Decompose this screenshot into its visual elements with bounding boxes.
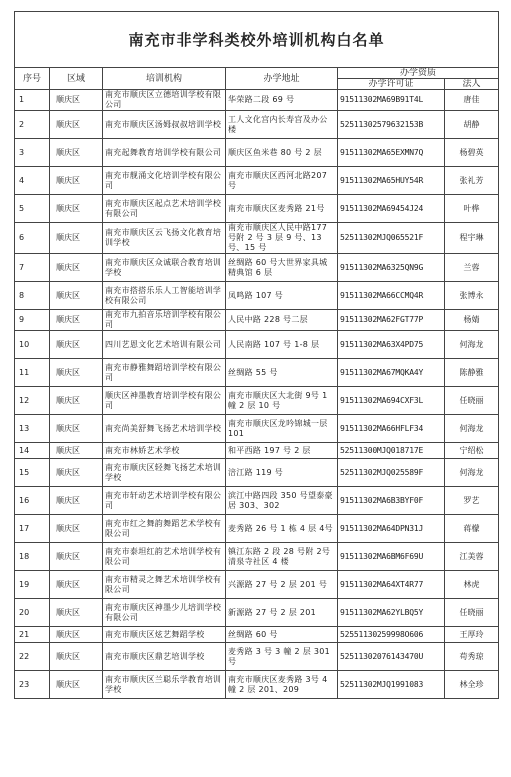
row-legal-person: 罗艺 [445, 487, 499, 515]
table-row [15, 387, 499, 415]
row-organization: 南充市搭搭乐乐人工智能培训学校有限公司 [103, 282, 226, 310]
row-address: 新源路 27 号 2 层 201 [226, 599, 338, 627]
row-number: 11 [15, 359, 50, 387]
row-legal-person: 程宇琳 [445, 223, 499, 254]
row-number: 16 [15, 487, 50, 515]
row-area: 顺庆区 [50, 599, 103, 627]
row-legal-person: 何海龙 [445, 459, 499, 487]
table-body [15, 90, 499, 699]
header-person: 法人 [445, 79, 499, 90]
row-license: 52511302MJQ025589F [338, 459, 445, 487]
row-address: 南充市顺庆区人民中路177 号附 2 号 3 层 9 号、13 号、15 号 [226, 223, 338, 254]
row-organization: 南充市精灵之舞艺术培训学校有限公司 [103, 571, 226, 599]
row-number: 12 [15, 387, 50, 415]
table-row [15, 254, 499, 282]
row-legal-person: 蒋檬 [445, 515, 499, 543]
row-address: 丝绸路 60 号 [226, 627, 338, 643]
row-legal-person: 何海龙 [445, 415, 499, 443]
row-organization: 南充市九拍音乐培训学校有限公司 [103, 310, 226, 331]
table-row [15, 282, 499, 310]
row-number: 20 [15, 599, 50, 627]
header-area: 区域 [50, 68, 103, 90]
row-legal-person: 江美蓉 [445, 543, 499, 571]
row-address: 麦秀路 26 号 1 栋 4 层 4号 [226, 515, 338, 543]
row-license: 52551130259998O606 [338, 627, 445, 643]
row-legal-person: 苟秀琼 [445, 643, 499, 671]
row-address: 镇江东路 2 段 28 号附 2号清泉寺社区 4 楼 [226, 543, 338, 571]
row-organization: 南充市顺庆区轻舞飞扬艺术培训学校 [103, 459, 226, 487]
row-license: 91511302MA69B91T4L [338, 90, 445, 111]
row-license: 91511302MA62FGT77P [338, 310, 445, 331]
whitelist-table [14, 11, 499, 699]
row-organization: 顺庆区神墨教育培训学校有限公司 [103, 387, 226, 415]
row-area: 顺庆区 [50, 627, 103, 643]
row-legal-person: 任晓丽 [445, 387, 499, 415]
row-legal-person: 杨碧英 [445, 139, 499, 167]
row-license: 91511302MA6BM6F69U [338, 543, 445, 571]
table-row [15, 195, 499, 223]
row-legal-person: 任晓丽 [445, 599, 499, 627]
row-organization: 南充起舞教育培训学校有限公司 [103, 139, 226, 167]
row-number: 4 [15, 167, 50, 195]
row-legal-person: 林虎 [445, 571, 499, 599]
row-number: 7 [15, 254, 50, 282]
row-legal-person: 胡静 [445, 111, 499, 139]
row-address: 人民南路 107 号 1-8 层 [226, 331, 338, 359]
row-number: 15 [15, 459, 50, 487]
row-organization: 南充市顺庆区炫艺舞蹈学校 [103, 627, 226, 643]
row-area: 顺庆区 [50, 282, 103, 310]
row-address: 南充市顺庆区西河北路207 号 [226, 167, 338, 195]
row-legal-person: 杨婧 [445, 310, 499, 331]
header-no: 序号 [15, 68, 50, 90]
row-license: 91511302MA64DPN31J [338, 515, 445, 543]
row-license: 52511302579632153B [338, 111, 445, 139]
row-license: 91511302MA65EXMN7Q [338, 139, 445, 167]
row-license: 52511302MJQ1991083 [338, 671, 445, 699]
row-area: 顺庆区 [50, 571, 103, 599]
row-legal-person: 林全珍 [445, 671, 499, 699]
table-row [15, 443, 499, 459]
table-row [15, 515, 499, 543]
row-number: 22 [15, 643, 50, 671]
row-address: 滨江中路四段 350 号望泰豪居 303、302 [226, 487, 338, 515]
row-area: 顺庆区 [50, 671, 103, 699]
row-address: 华荣路二段 69 号 [226, 90, 338, 111]
table-row [15, 599, 499, 627]
table-row [15, 139, 499, 167]
row-area: 顺庆区 [50, 415, 103, 443]
row-address: 南充市顺庆区麦秀路 3号 4 幢 2 层 201、209 [226, 671, 338, 699]
row-number: 14 [15, 443, 50, 459]
row-address: 丝绸路 60 号大世界家具城精典馆 6 层 [226, 254, 338, 282]
row-legal-person: 宁绍松 [445, 443, 499, 459]
row-license: 91511302MA66HFLF34 [338, 415, 445, 443]
row-area: 顺庆区 [50, 487, 103, 515]
row-address: 人民中路 228 号二层 [226, 310, 338, 331]
row-license: 52511302076143470U [338, 643, 445, 671]
row-area: 顺庆区 [50, 90, 103, 111]
row-number: 1 [15, 90, 50, 111]
row-area: 顺庆区 [50, 310, 103, 331]
row-license: 91511302MA62YLBQ5Y [338, 599, 445, 627]
row-legal-person: 张博永 [445, 282, 499, 310]
row-organization: 南充市泰坦红韵艺术培训学校有限公司 [103, 543, 226, 571]
row-license: 52511300MJQ018717E [338, 443, 445, 459]
row-area: 顺庆区 [50, 111, 103, 139]
row-address: 麦秀路 3 号 3 幢 2 层 301号 [226, 643, 338, 671]
row-organization: 南充市林娇艺术学校 [103, 443, 226, 459]
row-address: 南充市顺庆区麦秀路 21号 [226, 195, 338, 223]
header-address: 办学地址 [226, 68, 338, 90]
row-number: 23 [15, 671, 50, 699]
row-legal-person: 陈静雅 [445, 359, 499, 387]
row-license: 91511302MA65HUY54R [338, 167, 445, 195]
row-number: 13 [15, 415, 50, 443]
row-organization: 南充市顺庆区兰聪乐学教育培训学校 [103, 671, 226, 699]
row-address: 和平西路 197 号 2 层 [226, 443, 338, 459]
row-number: 18 [15, 543, 50, 571]
table-row [15, 359, 499, 387]
header-org: 培训机构 [103, 68, 226, 90]
row-organization: 四川艺恩文化艺术培训有限公司 [103, 331, 226, 359]
row-organization: 南充市顺庆区众诚联合教育培训学校 [103, 254, 226, 282]
table-row [15, 331, 499, 359]
row-organization: 南充市静雅舞蹈培训学校有限公司 [103, 359, 226, 387]
header-license: 办学许可证 [338, 79, 445, 90]
row-area: 顺庆区 [50, 543, 103, 571]
row-legal-person: 唐佳 [445, 90, 499, 111]
row-license: 91511302MA694CXF3L [338, 387, 445, 415]
table-row [15, 415, 499, 443]
row-number: 8 [15, 282, 50, 310]
row-organization: 南充市红之舞韵舞蹈艺术学校有限公司 [103, 515, 226, 543]
row-address: 兴源路 27 号 2 层 201 号 [226, 571, 338, 599]
table-row [15, 223, 499, 254]
row-area: 顺庆区 [50, 139, 103, 167]
row-number: 2 [15, 111, 50, 139]
row-area: 顺庆区 [50, 359, 103, 387]
header-qualification: 办学资质 [338, 68, 499, 79]
table-row [15, 459, 499, 487]
row-number: 3 [15, 139, 50, 167]
table-row [15, 167, 499, 195]
table-row [15, 111, 499, 139]
row-number: 5 [15, 195, 50, 223]
row-legal-person: 张礼芳 [445, 167, 499, 195]
row-area: 顺庆区 [50, 459, 103, 487]
row-license: 91511302MA6B3BYF0F [338, 487, 445, 515]
table-row [15, 571, 499, 599]
row-organization: 南充市顺庆区神墨少儿培训学校有限公司 [103, 599, 226, 627]
whitelist-sheet [14, 11, 498, 699]
row-number: 21 [15, 627, 50, 643]
row-number: 19 [15, 571, 50, 599]
row-organization: 南充市顺庆区汤姆叔叔培训学校 [103, 111, 226, 139]
row-license: 91511302MA67MQKA4Y [338, 359, 445, 387]
table-row [15, 627, 499, 643]
row-license: 52511302MJQ065521F [338, 223, 445, 254]
row-area: 顺庆区 [50, 515, 103, 543]
table-row [15, 90, 499, 111]
row-license: 91511302MA64XT4R77 [338, 571, 445, 599]
row-organization: 南充市顺庆区起点艺术培训学校有限公司 [103, 195, 226, 223]
page-title: 南充市非学科类校外培训机构白名单 [15, 12, 499, 68]
table-row [15, 310, 499, 331]
row-area: 顺庆区 [50, 223, 103, 254]
row-legal-person: 兰蓉 [445, 254, 499, 282]
row-number: 10 [15, 331, 50, 359]
row-address: 丝绸路 55 号 [226, 359, 338, 387]
row-area: 顺庆区 [50, 331, 103, 359]
row-license: 91511302MA6325QN9G [338, 254, 445, 282]
row-organization: 南充市舰涌文化培训学校有限公司 [103, 167, 226, 195]
row-address: 凤鸣路 107 号 [226, 282, 338, 310]
table-row [15, 487, 499, 515]
row-number: 17 [15, 515, 50, 543]
row-area: 顺庆区 [50, 195, 103, 223]
row-address: 顺庆区鱼米巷 80 号 2 层 [226, 139, 338, 167]
row-area: 顺庆区 [50, 387, 103, 415]
row-area: 顺庆区 [50, 167, 103, 195]
row-license: 91511302MA66CCMQ4R [338, 282, 445, 310]
row-legal-person: 王厚玲 [445, 627, 499, 643]
row-license: 91511302MA69454J24 [338, 195, 445, 223]
row-number: 6 [15, 223, 50, 254]
row-address: 工人文化宫内长寿宫及办公楼 [226, 111, 338, 139]
row-area: 顺庆区 [50, 643, 103, 671]
table-row [15, 543, 499, 571]
row-area: 顺庆区 [50, 443, 103, 459]
table-row [15, 671, 499, 699]
row-number: 9 [15, 310, 50, 331]
row-organization: 南充尚美舒舞飞扬艺术培训学校 [103, 415, 226, 443]
row-organization: 南充市顺庆区云飞扬文化教育培训学校 [103, 223, 226, 254]
row-area: 顺庆区 [50, 254, 103, 282]
row-organization: 南充市顺庆区鼎艺培训学校 [103, 643, 226, 671]
row-organization: 南充市顺庆区立德培训学校有限公司 [103, 90, 226, 111]
row-legal-person: 何海龙 [445, 331, 499, 359]
row-organization: 南充市轩动艺术培训学校有限公司 [103, 487, 226, 515]
row-address: 涪江路 119 号 [226, 459, 338, 487]
row-license: 91511302MA63X4PD75 [338, 331, 445, 359]
row-address: 南充市顺庆区龙吟锦城一层 101 [226, 415, 338, 443]
row-address: 南充市顺庆区大北街 9号 1 幢 2 层 10 号 [226, 387, 338, 415]
table-row [15, 643, 499, 671]
row-legal-person: 叶桦 [445, 195, 499, 223]
